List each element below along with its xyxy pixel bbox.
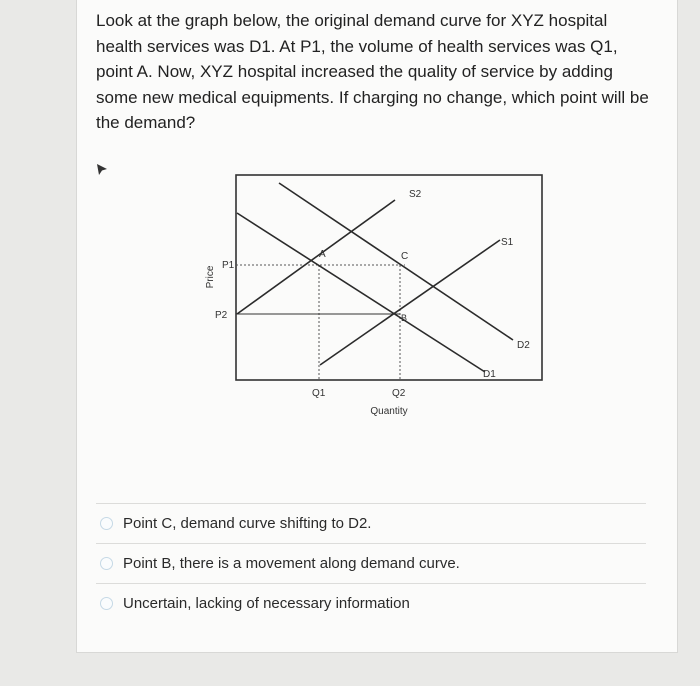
supply-curve-s2 [237,200,395,314]
answer-option[interactable] [100,550,640,576]
radio-button[interactable] [100,557,113,570]
point-c-label: C [401,251,409,262]
qty-label-q1: Q1 [312,388,326,399]
qty-label-q2: Q2 [392,388,406,399]
divider [96,543,646,544]
answer-option[interactable] [100,590,640,616]
price-label-p1: P1 [222,260,235,271]
graph-frame [236,175,542,380]
answer-option-label: Uncertain, lacking of necessary information [123,594,410,612]
mouse-pointer-icon [95,162,109,178]
curve-d2-label: D2 [517,340,530,351]
answer-option-label: Point B, there is a movement along demand curve. [123,554,460,572]
x-axis-label: Quantity [370,406,408,417]
answer-option-label: Point C, demand curve shifting to D2. [123,514,372,532]
radio-button[interactable] [100,517,113,530]
point-a-label: A [319,249,326,260]
demand-curve-d1 [237,213,485,372]
curve-d1-label: D1 [483,369,496,380]
question-text: Look at the graph below, the original demand curve for XYZ hospital health services was D1. At P1, the volume of health services was Q1, point A. Now, XYZ hospital increased the quality of service by adding some new medical equipments. If charging no change, which point will be the demand? [96,11,649,132]
supply-curve-s1 [320,240,500,365]
point-b-label: B [401,313,408,323]
divider [96,503,646,504]
divider [96,583,646,584]
y-axis-label: Price [205,265,216,289]
curve-s2-label: S2 [409,189,422,200]
curve-s1-label: S1 [501,237,514,248]
answer-option[interactable] [100,510,640,536]
radio-button[interactable] [100,597,113,610]
supply-demand-graph [195,165,555,425]
price-label-p2: P2 [215,310,228,321]
